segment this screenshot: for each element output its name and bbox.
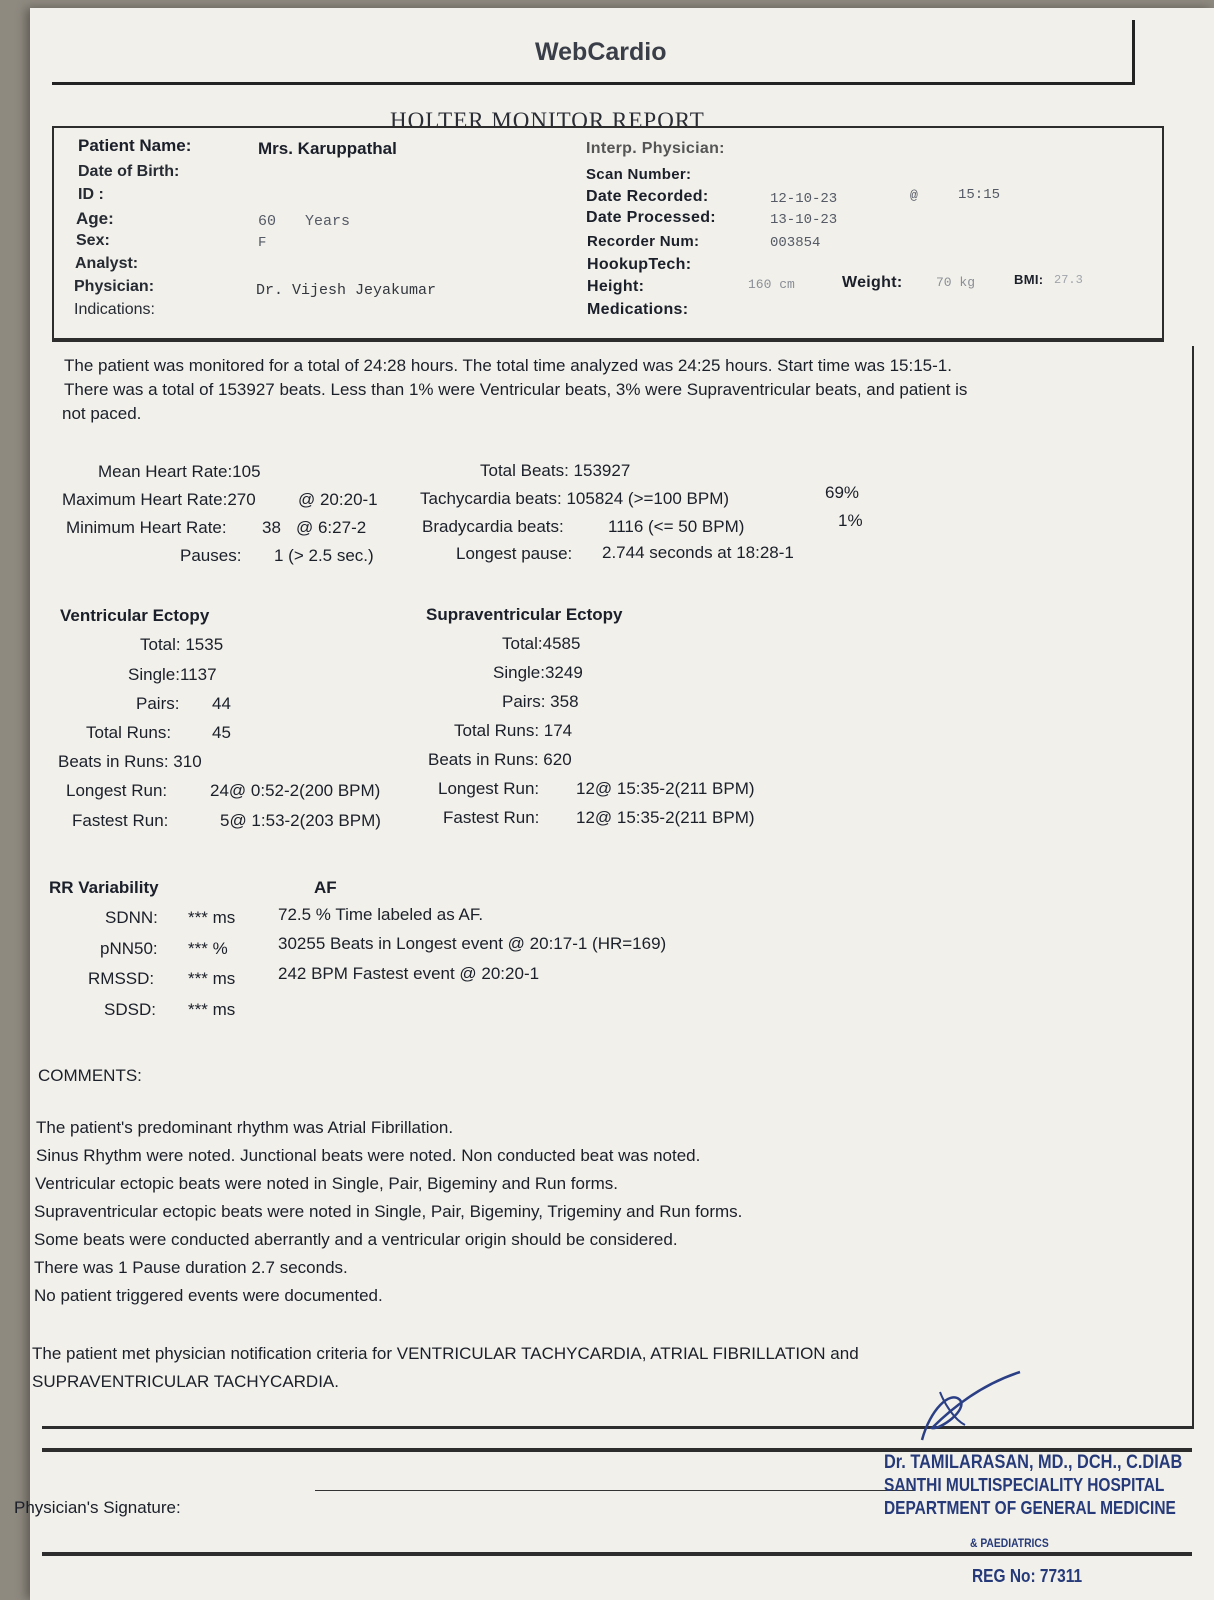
at-symbol: @ bbox=[910, 188, 918, 203]
mean-heart-rate: Mean Heart Rate:105 bbox=[98, 462, 261, 481]
af-line-2: 30255 Beats in Longest event @ 20:17-1 (HR=169) bbox=[278, 934, 667, 953]
stamp-line: & PAEDIATRICS bbox=[970, 1536, 1049, 1550]
physician-value: Dr. Vijesh Jeyakumar bbox=[256, 282, 437, 299]
supraventricular-ectopy-title: Supraventricular Ectopy bbox=[426, 605, 623, 624]
scan-number-label: Scan Number: bbox=[586, 166, 692, 183]
ventricular-fastest-run-label: Fastest Run: bbox=[72, 811, 169, 830]
date-recorded-label: Date Recorded: bbox=[586, 188, 709, 205]
af-title: AF bbox=[314, 878, 337, 897]
ventricular-runs-label: Total Runs: bbox=[86, 723, 172, 742]
ventricular-fastest-run-value: 5@ 1:53-2(203 BPM) bbox=[220, 811, 381, 830]
supraventricular-beats-in-runs: Beats in Runs: 620 bbox=[428, 750, 572, 769]
af-line-3: 242 BPM Fastest event @ 20:20-1 bbox=[278, 964, 540, 983]
longest-pause-label: Longest pause: bbox=[456, 544, 573, 563]
bmi-label: BMI: bbox=[1014, 272, 1044, 287]
ventricular-beats-in-runs: Beats in Runs: 310 bbox=[58, 752, 202, 771]
height-label: Height: bbox=[587, 278, 645, 295]
recorder-num-label: Recorder Num: bbox=[587, 233, 700, 250]
min-heart-rate-value: 38 bbox=[262, 518, 281, 537]
rmssd-label: RMSSD: bbox=[88, 969, 155, 988]
supraventricular-fastest-run-label: Fastest Run: bbox=[443, 808, 540, 827]
ventricular-ectopy-title: Ventricular Ectopy bbox=[60, 606, 210, 625]
rmssd-value: *** ms bbox=[188, 969, 236, 988]
criteria-line-1: The patient met physician notification criteria for VENTRICULAR TACHYCARDIA, ATRIAL FIBRILLATION and bbox=[32, 1344, 859, 1363]
recorder-num-value: 003854 bbox=[770, 235, 821, 251]
handwritten-signature bbox=[910, 1370, 1030, 1450]
summary-line-1: The patient was monitored for a total of 24:28 hours. The total time analyzed was 24:25 hours. Start time was 15:15-1. bbox=[64, 356, 952, 375]
report-title: HOLTER MONITOR REPORT bbox=[390, 108, 705, 133]
age-unit: Years bbox=[305, 213, 351, 230]
sdnn-label: SDNN: bbox=[105, 908, 158, 927]
comment-line: The patient's predominant rhythm was Atrial Fibrillation. bbox=[36, 1118, 454, 1137]
comments-title: COMMENTS: bbox=[38, 1066, 142, 1085]
comment-line: There was 1 Pause duration 2.7 seconds. bbox=[34, 1258, 348, 1277]
supraventricular-single: Single:3249 bbox=[493, 663, 583, 682]
sdnn-value: *** ms bbox=[188, 908, 236, 927]
tachycardia-beats: Tachycardia beats: 105824 (>=100 BPM) bbox=[420, 489, 730, 508]
stamp-line: REG No: 77311 bbox=[972, 1566, 1083, 1586]
date-processed-label: Date Processed: bbox=[586, 209, 716, 226]
hookup-tech-label: HookupTech: bbox=[587, 256, 692, 273]
sdsd-label: SDSD: bbox=[104, 1000, 156, 1019]
af-line-1: 72.5 % Time labeled as AF. bbox=[278, 905, 484, 924]
min-heart-rate-time: @ 6:27-2 bbox=[296, 518, 367, 537]
supraventricular-longest-run-label: Longest Run: bbox=[438, 779, 540, 798]
pauses-label: Pauses: bbox=[180, 546, 242, 565]
ventricular-pairs-value: 44 bbox=[212, 694, 231, 713]
criteria-line-2: SUPRAVENTRICULAR TACHYCARDIA. bbox=[32, 1372, 339, 1391]
supraventricular-pairs: Pairs: 358 bbox=[502, 692, 579, 711]
height-value: 160 cm bbox=[748, 277, 795, 292]
bradycardia-percent: 1% bbox=[838, 511, 863, 530]
indications-label: Indications: bbox=[74, 301, 155, 318]
max-heart-rate-time: @ 20:20-1 bbox=[298, 490, 378, 509]
bradycardia-label: Bradycardia beats: bbox=[422, 517, 564, 536]
rr-variability-title: RR Variability bbox=[49, 878, 159, 897]
age-label: Age: bbox=[76, 209, 114, 228]
recorded-time: 15:15 bbox=[958, 187, 1001, 203]
comment-line: Sinus Rhythm were noted. Junctional beats were noted. Non conducted beat was noted. bbox=[36, 1146, 701, 1165]
ventricular-runs-value: 45 bbox=[212, 723, 231, 742]
summary-line-2: There was a total of 153927 beats. Less than 1% were Ventricular beats, 3% were Supraventricular beats, and patient is bbox=[64, 380, 968, 399]
comment-line: Some beats were conducted aberrantly and a ventricular origin should be considered. bbox=[34, 1230, 678, 1249]
date-recorded-value: 12-10-23 bbox=[770, 191, 838, 207]
weight-label: Weight: bbox=[842, 274, 903, 291]
comment-line: Supraventricular ectopic beats were noted in Single, Pair, Bigeminy, Trigeminy and Run forms. bbox=[34, 1202, 743, 1221]
id-label: ID : bbox=[78, 186, 104, 203]
stamp-line: DEPARTMENT OF GENERAL MEDICINE bbox=[884, 1498, 1176, 1518]
max-heart-rate: Maximum Heart Rate:270 bbox=[62, 490, 256, 509]
summary-line-3: not paced. bbox=[62, 404, 142, 423]
pnn50-value: *** % bbox=[188, 939, 228, 958]
dob-label: Date of Birth: bbox=[78, 163, 180, 180]
supraventricular-runs: Total Runs: 174 bbox=[454, 721, 573, 740]
pnn50-label: pNN50: bbox=[100, 939, 158, 958]
sex-value: F bbox=[258, 235, 267, 251]
supraventricular-longest-run-value: 12@ 15:35-2(211 BPM) bbox=[576, 779, 755, 798]
physician-signature-label: Physician's Signature: bbox=[14, 1498, 181, 1517]
analyst-label: Analyst: bbox=[75, 255, 139, 272]
stamp-line: Dr. TAMILARASAN, MD., DCH., C.DIAB bbox=[884, 1452, 1183, 1473]
report-page bbox=[14, 8, 1214, 1600]
bmi-value: 27.3 bbox=[1054, 273, 1083, 287]
pauses-value: 1 (> 2.5 sec.) bbox=[274, 546, 374, 565]
supraventricular-total: Total:4585 bbox=[502, 634, 581, 653]
min-heart-rate-label: Minimum Heart Rate: bbox=[66, 518, 227, 537]
comment-line: No patient triggered events were documented. bbox=[34, 1286, 383, 1305]
ventricular-longest-run-value: 24@ 0:52-2(200 BPM) bbox=[210, 781, 381, 800]
tachycardia-percent: 69% bbox=[825, 483, 860, 502]
ventricular-longest-run-label: Longest Run: bbox=[66, 781, 168, 800]
bradycardia-value: 1116 (<= 50 BPM) bbox=[608, 517, 745, 536]
comment-line: Ventricular ectopic beats were noted in Single, Pair, Bigeminy and Run forms. bbox=[35, 1174, 619, 1193]
physician-label: Physician: bbox=[74, 278, 155, 295]
sdsd-value: *** ms bbox=[188, 1000, 236, 1019]
weight-value: 70 kg bbox=[936, 275, 976, 290]
patient-name-label: Patient Name: bbox=[78, 136, 192, 155]
total-beats: Total Beats: 153927 bbox=[480, 461, 631, 480]
date-processed-value: 13-10-23 bbox=[770, 212, 838, 228]
app-title: WebCardio bbox=[535, 38, 667, 66]
ventricular-total: Total: 1535 bbox=[140, 635, 224, 654]
stamp-line: SANTHI MULTISPECIALITY HOSPITAL bbox=[884, 1475, 1165, 1495]
age-value: 60 bbox=[258, 213, 277, 230]
longest-pause-value: 2.744 seconds at 18:28-1 bbox=[602, 543, 794, 562]
medications-label: Medications: bbox=[587, 301, 689, 318]
interp-physician-label: Interp. Physician: bbox=[586, 140, 725, 157]
sex-label: Sex: bbox=[76, 232, 110, 249]
supraventricular-fastest-run-value: 12@ 15:35-2(211 BPM) bbox=[576, 808, 755, 827]
ventricular-single: Single:1137 bbox=[128, 665, 217, 684]
signature-line bbox=[315, 1490, 915, 1491]
ventricular-pairs-label: Pairs: bbox=[136, 694, 180, 713]
patient-name-value: Mrs. Karuppathal bbox=[258, 139, 397, 158]
